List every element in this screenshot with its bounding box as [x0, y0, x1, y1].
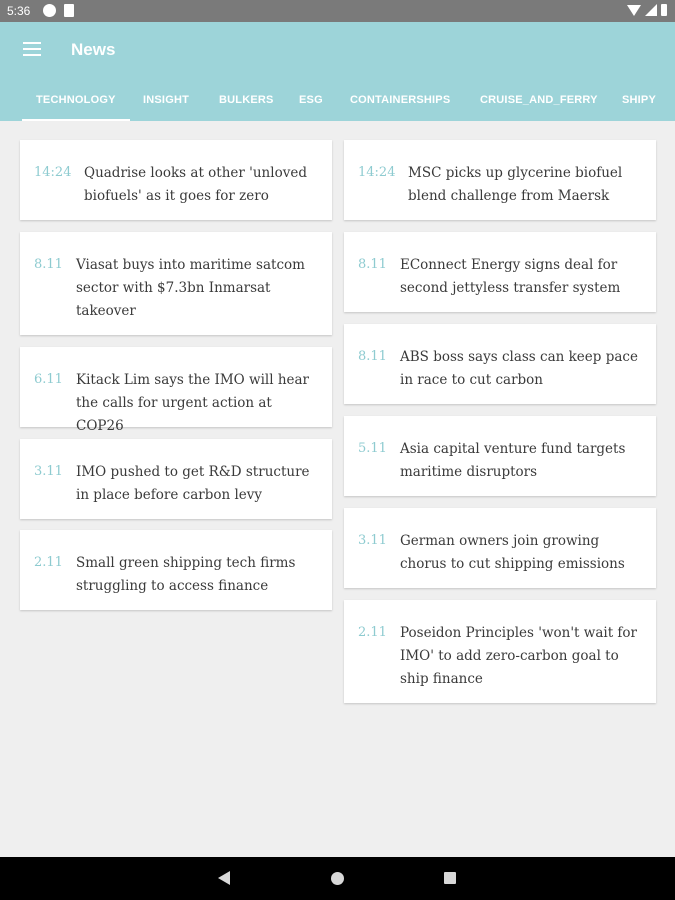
- tab-cruise-and-ferry[interactable]: [466, 84, 612, 121]
- tab-label: INSIGHT: [143, 94, 190, 106]
- status-indicators: [627, 4, 667, 16]
- article-headline: IMO pushed to get R&D structure in place before carbon levy: [76, 464, 310, 503]
- recents-icon[interactable]: [444, 872, 456, 884]
- tab-label: TECHNOLOGY: [36, 94, 116, 106]
- article-time: 14:24: [34, 165, 72, 180]
- back-icon[interactable]: [218, 871, 230, 885]
- article-card[interactable]: [20, 232, 332, 335]
- article-time: 14:24: [358, 165, 396, 180]
- article-card[interactable]: [20, 530, 332, 610]
- tab-esg[interactable]: [285, 84, 337, 121]
- article-time: 8.11: [358, 257, 387, 272]
- hamburger-menu-icon[interactable]: [23, 42, 41, 56]
- signal-icon: [645, 4, 657, 16]
- article-card[interactable]: [20, 439, 332, 519]
- system-navigation-bar: [0, 857, 675, 900]
- article-time: 3.11: [34, 464, 63, 479]
- article-card[interactable]: [344, 140, 656, 220]
- article-headline: Quadrise looks at other 'unloved biofuels' as it goes for zero: [84, 165, 307, 204]
- tab-containerships[interactable]: [336, 84, 464, 121]
- article-card[interactable]: [20, 347, 332, 434]
- article-headline: Small green shipping tech firms struggling to access finance: [76, 555, 296, 594]
- status-time: 5:36: [7, 4, 31, 18]
- article-card[interactable]: [344, 600, 656, 703]
- tab-bulkers[interactable]: [205, 84, 288, 121]
- tab-label: ESG: [299, 94, 323, 106]
- page-title: News: [71, 40, 116, 59]
- article-headline: EConnect Energy signs deal for second jettyless transfer system: [400, 257, 621, 296]
- article-time: 6.11: [34, 372, 63, 387]
- article-time: 2.11: [34, 555, 63, 570]
- tab-technology[interactable]: [22, 84, 130, 121]
- article-time: 5.11: [358, 441, 387, 456]
- category-tabs: [22, 84, 675, 121]
- sd-card-icon: [64, 4, 74, 17]
- tab-label: CRUISE_AND_FERRY: [480, 94, 598, 106]
- battery-icon: [661, 4, 667, 16]
- tab-label: SHIPY: [622, 94, 657, 106]
- article-headline: MSC picks up glycerine biofuel blend challenge from Maersk: [408, 165, 623, 204]
- article-headline: Kitack Lim says the IMO will hear the calls for urgent action at COP26: [76, 372, 310, 434]
- tab-label: BULKERS: [219, 94, 274, 106]
- app-bar: [0, 22, 675, 121]
- article-card[interactable]: [344, 324, 656, 404]
- wifi-icon: [627, 5, 641, 16]
- article-time: 8.11: [34, 257, 63, 272]
- article-headline: ABS boss says class can keep pace in race to cut carbon: [400, 349, 638, 388]
- article-time: 8.11: [358, 349, 387, 364]
- tab-label: CONTAINERSHIPS: [350, 94, 451, 106]
- article-card[interactable]: [344, 508, 656, 588]
- article-headline: Poseidon Principles 'won't wait for IMO' to add zero-carbon goal to ship finance: [400, 625, 637, 687]
- article-time: 3.11: [358, 533, 387, 548]
- article-headline: Asia capital venture fund targets maritime disruptors: [400, 441, 626, 480]
- tab-insight[interactable]: [129, 84, 203, 121]
- article-card[interactable]: [20, 140, 332, 220]
- tab-shipyards[interactable]: [608, 84, 670, 121]
- status-bar: [0, 0, 675, 22]
- home-icon[interactable]: [331, 872, 344, 885]
- article-headline: Viasat buys into maritime satcom sector with $7.3bn Inmarsat takeover: [76, 257, 305, 319]
- article-headline: German owners join growing chorus to cut shipping emissions: [400, 533, 625, 572]
- article-card[interactable]: [344, 232, 656, 312]
- article-card[interactable]: [344, 416, 656, 496]
- notification-icon: [43, 4, 56, 17]
- article-time: 2.11: [358, 625, 387, 640]
